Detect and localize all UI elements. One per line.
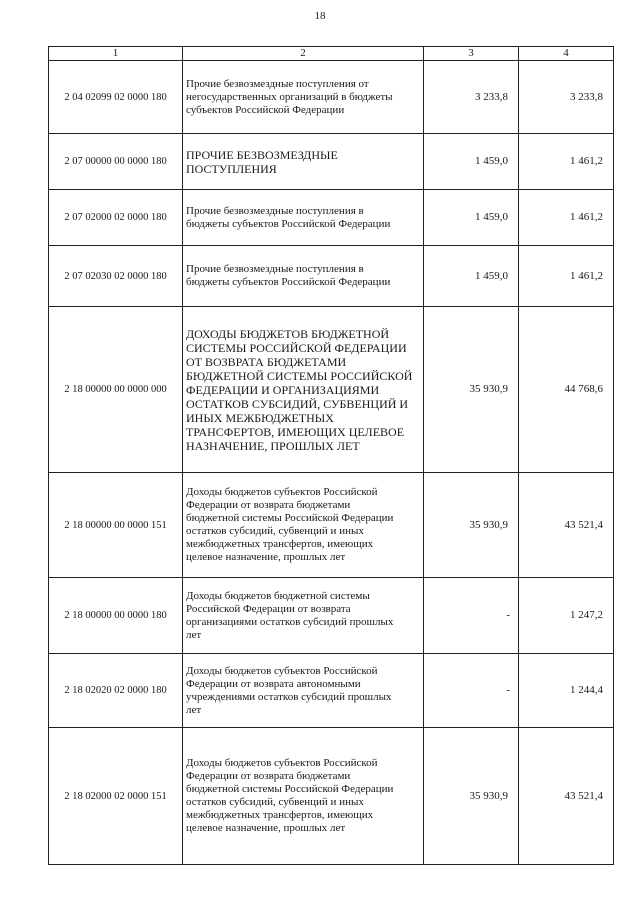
value-col4: 1 247,2 — [519, 578, 614, 654]
value-col3: 1 459,0 — [424, 134, 519, 190]
value-col4: 43 521,4 — [519, 473, 614, 578]
budget-revenue-table — [48, 46, 614, 865]
value-col3: - — [424, 654, 519, 728]
revenue-name: Прочие безвозмездные поступления в бюджеты субъектов Российской Федерации — [183, 246, 424, 307]
revenue-code: 2 18 02000 02 0000 151 — [49, 728, 183, 865]
column-header-1: 1 — [49, 47, 183, 61]
value-col3: 35 930,9 — [424, 307, 519, 473]
value-col4: 1 461,2 — [519, 246, 614, 307]
table-row — [49, 473, 614, 578]
value-col3: 35 930,9 — [424, 473, 519, 578]
value-col3: - — [424, 578, 519, 654]
revenue-name: Прочие безвозмездные поступления в бюджеты субъектов Российской Федерации — [183, 190, 424, 246]
revenue-code: 2 07 02000 02 0000 180 — [49, 190, 183, 246]
table-row — [49, 134, 614, 190]
value-col3: 1 459,0 — [424, 246, 519, 307]
revenue-code: 2 04 02099 02 0000 180 — [49, 61, 183, 134]
value-col3: 1 459,0 — [424, 190, 519, 246]
value-col4: 43 521,4 — [519, 728, 614, 865]
revenue-name: Прочие безвозмездные поступления от негосударственных организаций в бюджеты субъектов Российской Федерации — [183, 61, 424, 134]
revenue-name: Доходы бюджетов бюджетной системы Российской Федерации от возврата организациями остатков субсидий прошлых лет — [183, 578, 424, 654]
revenue-code: 2 07 02030 02 0000 180 — [49, 246, 183, 307]
revenue-code: 2 18 00000 00 0000 151 — [49, 473, 183, 578]
page-number: 18 — [314, 10, 326, 22]
table-row — [49, 307, 614, 473]
value-col4: 3 233,8 — [519, 61, 614, 134]
value-col4: 1 244,4 — [519, 654, 614, 728]
column-header-2: 2 — [183, 47, 424, 61]
revenue-name: Доходы бюджетов субъектов Российской Федерации от возврата бюджетами бюджетной системы Российской Федерации остатков субсидий, субвенций и иных межбюджетных трансфертов, имеющих целевое назначение, прошлых лет — [183, 728, 424, 865]
table-row — [49, 61, 614, 134]
revenue-name: Доходы бюджетов субъектов Российской Федерации от возврата автономными учреждениями остатков субсидий прошлых лет — [183, 654, 424, 728]
value-col3: 3 233,8 — [424, 61, 519, 134]
revenue-name: ДОХОДЫ БЮДЖЕТОВ БЮДЖЕТНОЙ СИСТЕМЫ РОССИЙСКОЙ ФЕДЕРАЦИИ ОТ ВОЗВРАТА БЮДЖЕТАМИ БЮДЖЕТНОЙ СИСТЕМЫ РОССИЙСКОЙ ФЕДЕРАЦИИ И ОРГАНИЗАЦИЯМИ ОСТАТКОВ СУБСИДИЙ, СУБВЕНЦИЙ И ИНЫХ МЕЖБЮДЖЕТНЫХ ТРАНСФЕРТОВ, ИМЕЮЩИХ ЦЕЛЕВОЕ НАЗНАЧЕНИЕ, ПРОШЛЫХ ЛЕТ — [183, 307, 424, 473]
table-row — [49, 654, 614, 728]
revenue-code: 2 07 00000 00 0000 180 — [49, 134, 183, 190]
revenue-name: ПРОЧИЕ БЕЗВОЗМЕЗДНЫЕ ПОСТУПЛЕНИЯ — [183, 134, 424, 190]
table-header-row — [49, 47, 614, 61]
value-col4: 1 461,2 — [519, 134, 614, 190]
revenue-code: 2 18 00000 00 0000 180 — [49, 578, 183, 654]
column-header-4: 4 — [519, 47, 614, 61]
table-row — [49, 578, 614, 654]
value-col3: 35 930,9 — [424, 728, 519, 865]
revenue-name: Доходы бюджетов субъектов Российской Федерации от возврата бюджетами бюджетной системы Российской Федерации остатков субсидий, субвенций и иных межбюджетных трансфертов, имеющих целевое назначение, прошлых лет — [183, 473, 424, 578]
table-row — [49, 190, 614, 246]
revenue-code: 2 18 00000 00 0000 000 — [49, 307, 183, 473]
value-col4: 44 768,6 — [519, 307, 614, 473]
table-row — [49, 728, 614, 865]
value-col4: 1 461,2 — [519, 190, 614, 246]
table-row — [49, 246, 614, 307]
revenue-code: 2 18 02020 02 0000 180 — [49, 654, 183, 728]
column-header-3: 3 — [424, 47, 519, 61]
